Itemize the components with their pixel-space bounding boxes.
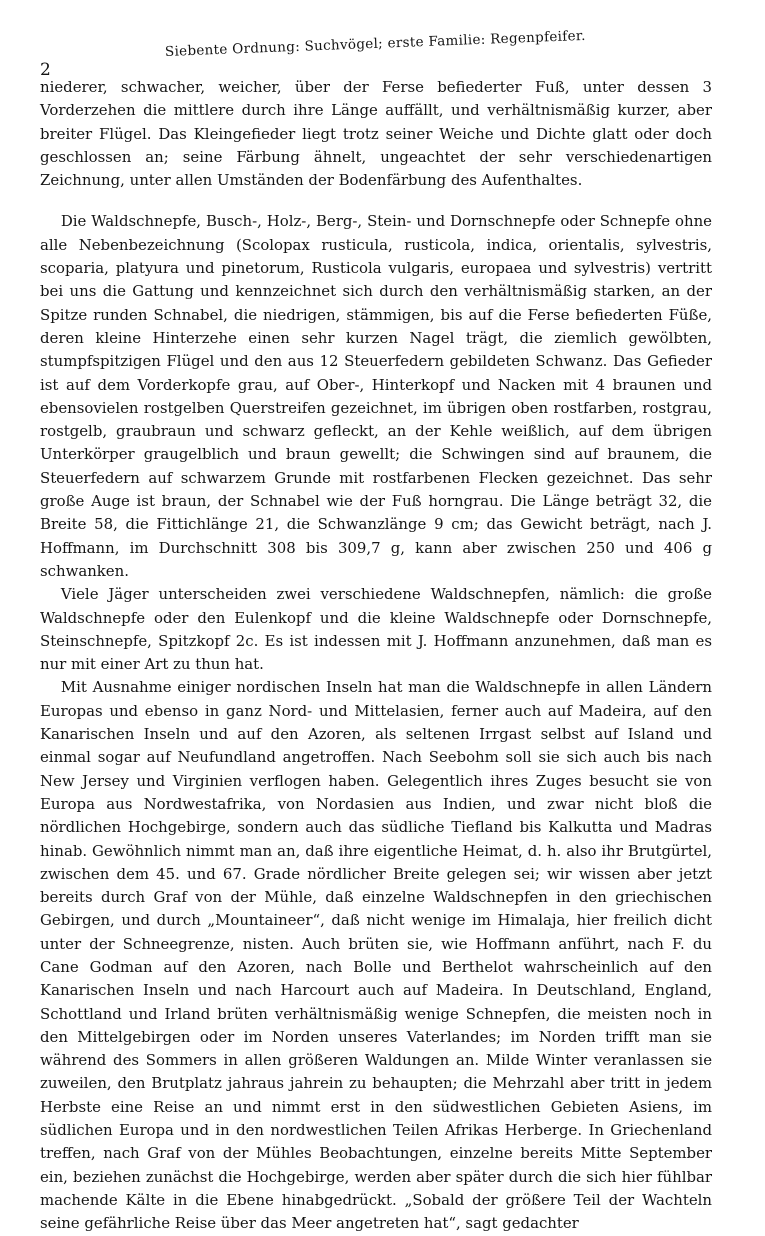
paragraph-description: Die Waldschnepfe, Busch-, Holz-, Berg-, Stein- und Dornschnepfe oder Schnepfe ohne alle Nebenbezeichnung (Scolopax rusticula, rusticola, indica, orientalis, sylvestris, scoparia, platyura und pinetorum, Rusticola vulgaris, europaea und sylvestris) vertritt bei uns die Gattung und kennzeichnet sich durch den verhältnismäßig starken, an der Spitze runden Schnabel, die niedrigen, stämmigen, bis auf die Ferse befiederten Füße, deren kleine Hinterzehe einen sehr kurzen Nagel trägt, die ziemlich gewölbten, stumpfspitzigen Flügel und den aus 12 Steuerfedern gebildeten Schwanz. Das Gefieder ist auf dem Vorderkopfe grau, auf Ober-, Hinterkopf und Nacken mit 4 braunen und ebensovielen rostgelben Querstreifen gezeichnet, im übrigen oben rostfarben, rostgrau, rostgelb, graubraun und schwarz gefleckt, an der Kehle weißlich, auf dem übrigen Unterkörper graugelblich und braun gewellt; die Schwingen sind auf braunem, die Steuerfedern auf schwarzem Grunde mit rostfarbenen Flecken gezeichnet. Das sehr große Auge ist braun, der Schnabel wie der Fuß horngrau. Die Länge beträgt 32, die Breite 58, die Fittichlänge 21, die Schwanzlänge 9 cm; das Gewicht beträgt, nach J. Hoffmann, im Durchschnitt 308 bis 309,7 g, kann aber zwischen 250 und 406 g schwanken. bbox=[40, 212, 712, 580]
page-number: 2 bbox=[40, 60, 51, 80]
running-head: Siebente Ordnung: Suchvögel; erste Familie: Regenpfeifer. bbox=[164, 27, 586, 60]
body-text bbox=[40, 76, 712, 1236]
paragraph-continuation: niederer, schwacher, weicher, über der Ferse befiederter Fuß, unter dessen 3 Vorderzehen die mittlere durch ihre Länge auffällt, und verhältnismäßig kurzer, aber breiter Flügel. Das Kleingefieder liegt trotz seiner Weiche und Dichte glatt oder doch geschlossen an; seine Färbung ähnelt, ungeachtet der sehr verschiedenartigen Zeichnung, unter allen Umständen der Bodenfärbung des Aufenthaltes. bbox=[40, 78, 712, 190]
paragraph-distribution: Mit Ausnahme einiger nordischen Inseln hat man die Waldschnepfe in allen Ländern Europas und ebenso in ganz Nord- und Mittelasien, ferner auch auf Madeira, auf den Kanarischen Inseln und auf den Azoren, als seltenen Irrgast selbst auf Island und einmal sogar auf Neufundland angetroffen. Nach Seebohm soll sie sich auch bis nach New Jersey und Virginien verflogen haben. Gelegentlich ihres Zuges besucht sie von Europa aus Nordwestafrika, von Nordasien aus Indien, und zwar nicht bloß die nördlichen Hochgebirge, sondern auch das südliche Tiefland bis Kalkutta und Madras hinab. Gewöhnlich nimmt man an, daß ihre eigentliche Heimat, d. h. also ihr Brutgürtel, zwischen dem 45. und 67. Grade nördlicher Breite gelegen sei; wir wissen aber jetzt bereits durch Graf von der Mühle, daß einzelne Waldschnepfen in den griechischen Gebirgen, und durch „Mountaineer“, daß nicht wenige im Himalaja, hier freilich dicht unter der Schneegrenze, nisten. Auch brüten sie, wie Hoffmann anführt, nach F. du Cane Godman auf den Azoren, nach Bolle und Berthelot wahrscheinlich auf den Kanarischen Inseln und nach Harcourt auch auf Madeira. In Deutschland, England, Schottland und Irland brüten verhältnismäßig wenige Schnepfen, die meisten noch in den Mittelgebirgen oder im Norden unseres Vaterlandes; im Norden trifft man sie während des Sommers in allen größeren Waldungen an. Milde Winter veranlassen sie zuweilen, den Brutplatz jahraus jahrein zu behaupten; die Mehrzahl aber tritt in jedem Herbste eine Reise an und nimmt erst in den südwestlichen Gebieten Asiens, im südlichen Europa und in den nordwestlichen Teilen Afrikas Herberge. In Griechenland treffen, nach Graf von der Mühles Beobachtungen, einzelne bereits Mitte September ein, beziehen zunächst die Hochgebirge, werden aber später durch die sich hier fühlbar machende Kälte in die Ebene hinabgedrückt. „Sobald der größere Teil der Wachteln seine gefährliche Reise über das Meer angetreten hat“, sagt gedachter bbox=[40, 678, 712, 1233]
paragraph-varieties: Viele Jäger unterscheiden zwei verschiedene Waldschnepfen, nämlich: die große Waldschnepfe oder den Eulenkopf und die kleine Waldschnepfe oder Dornschnepfe, Steinschnepfe, Spitzkopf 2c. Es ist indessen mit J. Hoffmann anzunehmen, daß man es nur mit einer Art zu thun hat. bbox=[40, 585, 712, 674]
